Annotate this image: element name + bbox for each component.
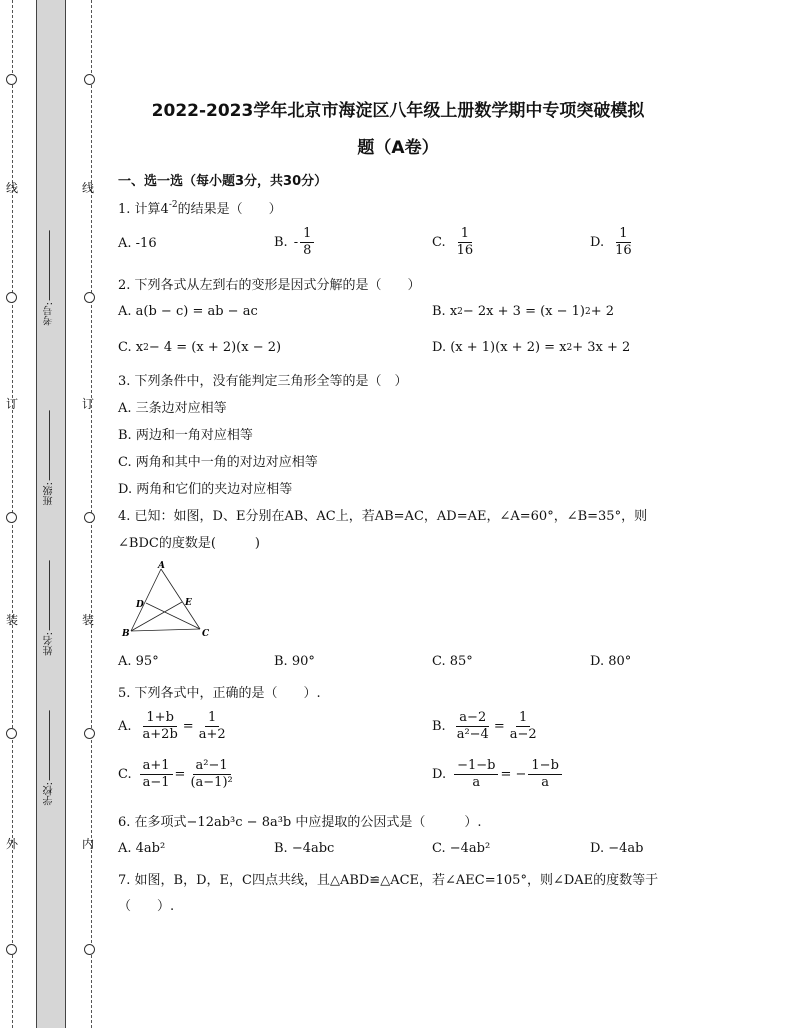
fraction-denominator: a−1 <box>142 775 170 790</box>
hole-outer-1 <box>6 74 17 85</box>
label-e: E <box>185 598 192 608</box>
fraction-denominator: a <box>472 775 481 790</box>
q2-option-d[interactable] <box>432 340 630 355</box>
fraction <box>454 758 498 791</box>
fraction-denominator: 16 <box>615 243 632 258</box>
fraction-numerator: 1 <box>458 226 472 243</box>
q4-option-b[interactable]: B. 90° <box>274 654 315 669</box>
q5-stem: 5. 下列各式中，正确的是（ ）. <box>118 686 321 701</box>
q2-option-b[interactable] <box>432 304 614 319</box>
fraction <box>140 758 173 791</box>
q5-option-a-label: A. <box>118 719 132 734</box>
fraction-denominator: a²−4 <box>456 727 489 742</box>
equals-sign: = <box>493 719 505 734</box>
label-d: D <box>136 600 144 610</box>
q5-option-b-label: B. <box>432 719 446 734</box>
q2-option-d-text-a: D. (x + 1)(x + 2) = x <box>432 340 567 355</box>
equals-sign: = <box>182 719 194 734</box>
fraction-denominator: 8 <box>303 243 312 258</box>
name-field[interactable] <box>42 560 58 655</box>
label-b: B <box>122 629 130 639</box>
fraction <box>140 710 181 743</box>
q5-option-c[interactable] <box>118 758 238 791</box>
inner-char-zhuang: 装 <box>82 613 95 627</box>
q2-option-c-sq: 2 <box>143 342 149 353</box>
inner-char-ding: 订 <box>82 397 95 411</box>
q4-triangle-figure <box>118 560 218 646</box>
q4-stem-line1: 4. 已知：如图，D、E分别在AB、AC上，若AB=AC，AD=AE，∠A=60°，∠B=35°，则 <box>118 509 648 524</box>
q1-option-b[interactable] <box>274 226 316 259</box>
page-title-line2: 题（A卷） <box>357 138 439 158</box>
fraction-numerator: a+1 <box>140 758 173 775</box>
q1-stem-b: 的结果是（ ） <box>177 202 282 217</box>
fraction-numerator: a−2 <box>456 710 489 727</box>
hole-outer-5 <box>6 944 17 955</box>
inner-char-nei: 内 <box>82 837 95 851</box>
fraction <box>528 758 562 791</box>
q1-option-a-text: A. -16 <box>118 236 157 251</box>
binding-strip <box>36 0 66 1028</box>
exam-number-field[interactable] <box>42 230 58 325</box>
q1-option-d-fraction <box>612 226 635 259</box>
q5-option-d[interactable] <box>432 758 564 791</box>
outer-char-wai: 外 <box>6 837 19 851</box>
fraction <box>196 710 229 743</box>
q5-option-d-label: D. <box>432 767 447 782</box>
fraction-numerator: a²−1 <box>193 758 231 775</box>
q1-option-c[interactable] <box>432 226 478 259</box>
fraction <box>187 758 235 791</box>
q1-option-c-fraction <box>454 226 477 259</box>
fraction-denominator: a+2 <box>198 727 226 742</box>
label-a: A <box>158 561 165 571</box>
label-c: C <box>202 629 210 639</box>
fraction <box>507 710 540 743</box>
fraction-denominator: a−2 <box>509 727 537 742</box>
q6-option-a[interactable]: A. 4ab² <box>118 841 166 856</box>
equals-sign: = <box>174 767 186 782</box>
q5-option-c-label: C. <box>118 767 132 782</box>
q4-option-c[interactable]: C. 85° <box>432 654 473 669</box>
q1-option-c-label: C. <box>432 235 446 250</box>
school-label: 学校: <box>44 782 55 806</box>
q2-option-d-text-b: + 3x + 2 <box>572 340 631 355</box>
q3-option-d[interactable]: D. 两角和它们的夹边对应相等 <box>118 482 293 497</box>
q2-option-c-text-b: − 4 = (x + 2)(x − 2) <box>148 340 282 355</box>
q1-stem <box>118 198 282 217</box>
q5-option-a[interactable] <box>118 710 231 743</box>
hole-inner-3 <box>84 512 95 523</box>
fraction-denominator: 16 <box>456 243 474 258</box>
fraction-numerator: 1 <box>616 226 630 243</box>
q1-option-b-fraction <box>300 226 314 259</box>
hole-outer-3 <box>6 512 17 523</box>
q2-option-b-text-b: − 2x + 3 = (x − 1) <box>462 304 586 319</box>
fraction-denominator: a+2b <box>142 727 178 742</box>
q1-option-d[interactable] <box>590 226 637 259</box>
fraction-denominator: a <box>541 775 550 790</box>
fraction-numerator: 1−b <box>528 758 562 775</box>
q6-option-c[interactable]: C. −4ab² <box>432 841 491 856</box>
q2-option-c[interactable] <box>118 340 281 355</box>
fraction-numerator: −1−b <box>454 758 498 775</box>
q3-option-b[interactable]: B. 两边和一角对应相等 <box>118 428 253 443</box>
page-title: 2022-2023学年北京市海淀区八年级上册数学期中专项突破模拟 <box>151 101 645 121</box>
q2-option-a-text: A. a(b − c) = ab − ac <box>118 304 258 319</box>
q2-option-b-text-a: B. x <box>432 304 458 319</box>
outer-char-xian: 线 <box>6 181 19 195</box>
q2-option-d-sq: 2 <box>566 342 573 353</box>
equals-sign: = − <box>500 767 527 782</box>
inner-char-xian: 线 <box>82 181 95 195</box>
q2-option-b-text-c: + 2 <box>590 304 615 319</box>
name-label: 姓名: <box>44 632 55 656</box>
q4-option-d[interactable]: D. 80° <box>590 654 632 669</box>
q2-option-c-text-a: C. x <box>118 340 144 355</box>
q5-option-b[interactable] <box>432 710 542 743</box>
school-field[interactable] <box>42 710 58 805</box>
hole-outer-4 <box>6 728 17 739</box>
hole-inner-4 <box>84 728 95 739</box>
q3-option-c[interactable]: C. 两角和其中一角的对边对应相等 <box>118 455 318 470</box>
q2-option-a[interactable] <box>118 304 258 319</box>
hole-inner-1 <box>84 74 95 85</box>
q2-stem: 2. 下列各式从左到右的变形是因式分解的是（ ） <box>118 278 421 293</box>
q2-option-b-sq: 2 <box>457 306 463 317</box>
q1-exponent: -2 <box>168 200 178 210</box>
hole-outer-2 <box>6 292 17 303</box>
fraction-denominator: (a−1)² <box>190 775 233 790</box>
hole-inner-2 <box>84 292 95 303</box>
q1-option-d-label: D. <box>590 235 605 250</box>
q1-option-b-sign: - <box>293 235 299 250</box>
outer-char-zhuang: 装 <box>6 613 19 627</box>
fraction-numerator: 1 <box>516 710 530 727</box>
q3-stem: 3. 下列条件中，没有能判定三角形全等的是（ ） <box>118 374 408 389</box>
class-label: 班级: <box>44 482 55 506</box>
q7-stem-line1: 7. 如图，B，D，E，C四点共线，且△ABD≌△ACE，若∠AEC=105°，则∠DAE的度数等于 <box>118 873 659 888</box>
q4-option-a[interactable]: A. 95° <box>118 654 159 669</box>
fraction-numerator: 1 <box>300 226 314 243</box>
q6-option-d[interactable]: D. −4ab <box>590 841 644 856</box>
class-field[interactable] <box>42 410 58 505</box>
hole-inner-5 <box>84 944 95 955</box>
q7-stem-line2: （ ）. <box>118 899 175 914</box>
section-heading: 一、选一选（每小题3分，共30分） <box>118 174 328 189</box>
q2-option-b-sq2: 2 <box>585 306 591 317</box>
exam-number-label: 考号: <box>44 302 55 326</box>
fraction <box>454 710 492 743</box>
q6-option-b[interactable]: B. −4abc <box>274 841 335 856</box>
q3-option-a[interactable]: A. 三条边对应相等 <box>118 401 227 416</box>
q1-option-a[interactable] <box>118 236 157 251</box>
fraction-numerator: 1+b <box>143 710 177 727</box>
q1-option-b-label: B. <box>274 235 288 250</box>
segment-bc <box>131 629 200 631</box>
q6-stem: 6. 在多项式−12ab³c − 8a³b 中应提取的公因式是（ ）. <box>118 815 482 830</box>
q4-stem-line2: ∠BDC的度数是( ) <box>118 536 260 551</box>
q1-stem-a: 1. 计算4 <box>118 202 169 217</box>
outer-char-ding: 订 <box>6 397 19 411</box>
fraction-numerator: 1 <box>205 710 219 727</box>
